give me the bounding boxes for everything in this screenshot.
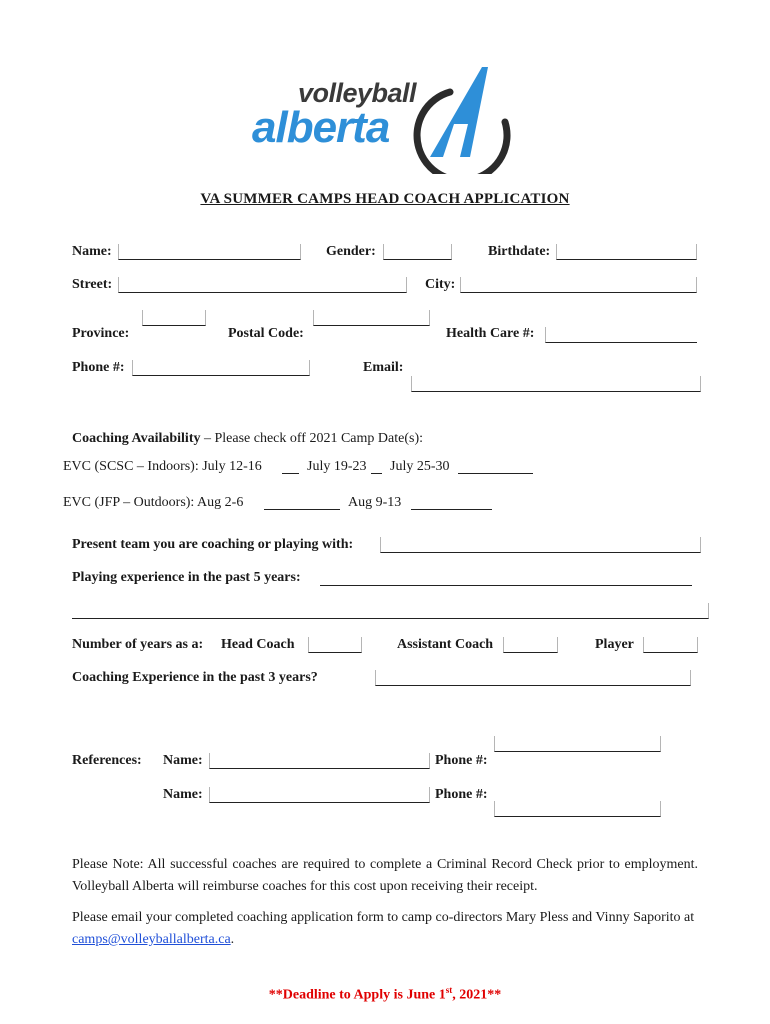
email-note-text: Please email your completed coaching application form to camp co-directors Mary Pless and Vinny Saporito at [72,910,695,925]
evc-indoor-july-12-16-check[interactable] [282,472,299,474]
name-label: Name: [72,244,112,259]
camps-email-link[interactable]: camps@volleyballalberta.ca [72,932,231,947]
province-label: Province: [72,326,130,341]
logo-text-alberta: alberta [252,103,390,152]
deadline-sup: st [445,985,453,995]
reference1-phone-field[interactable] [494,736,661,752]
playing-experience-field-2[interactable] [72,603,709,619]
playing-experience-label: Playing experience in the past 5 years: [72,570,301,585]
gender-field[interactable] [383,244,452,260]
logo-a-mark-icon [410,62,525,174]
deadline-notice [0,985,770,1004]
health-care-label: Health Care #: [446,326,535,341]
birthdate-label: Birthdate: [488,244,551,259]
head-coach-years-field[interactable] [308,637,362,653]
player-label: Player [595,637,634,652]
phone-label: Phone #: [72,360,125,375]
postal-code-label: Postal Code: [228,326,304,341]
email-field[interactable] [411,376,701,392]
evc-outdoor-aug-2-6: EVC (JFP – Outdoors): Aug 2-6 [63,495,244,510]
reference1-name-label: Name: [163,753,203,768]
birthdate-field[interactable] [556,244,697,260]
assistant-coach-years-field[interactable] [503,637,558,653]
assistant-coach-label: Assistant Coach [397,637,494,652]
evc-outdoor-aug-9-13: Aug 9-13 [348,495,402,510]
reference2-name-label: Name: [163,787,203,802]
deadline-suffix: , 2021** [452,987,502,1003]
present-team-label: Present team you are coaching or playing with: [72,537,354,552]
availability-heading-rest: – Please check off 2021 Camp Date(s): [200,431,423,446]
evc-indoor-july-25-30: July 25-30 [390,459,450,474]
playing-experience-field[interactable] [320,584,692,586]
postal-code-field[interactable] [313,310,430,326]
name-field[interactable] [118,244,301,260]
reference2-phone-label: Phone #: [435,787,488,802]
availability-heading-bold: Coaching Availability [72,431,201,446]
reference1-phone-label: Phone #: [435,753,488,768]
player-years-field[interactable] [643,637,698,653]
head-coach-label: Head Coach [221,637,295,652]
references-label: References: [72,753,142,768]
reference2-name-field[interactable] [209,787,430,803]
city-label: City: [425,277,456,292]
phone-field[interactable] [132,360,310,376]
street-field[interactable] [118,277,407,293]
reference2-phone-field[interactable] [494,801,661,817]
gender-label: Gender: [326,244,376,259]
health-care-field[interactable] [545,327,697,343]
evc-outdoor-aug-2-6-check[interactable] [264,508,340,510]
evc-indoor-july-12-16: EVC (SCSC – Indoors): July 12-16 [63,459,262,474]
email-note [72,907,698,951]
reference1-name-field[interactable] [209,753,430,769]
logo-text-volleyball: volleyball [298,78,417,108]
evc-indoor-july-25-30-check[interactable] [458,472,533,474]
form-title: VA SUMMER CAMPS HEAD COACH APPLICATION [200,191,570,207]
street-label: Street: [72,277,113,292]
availability-heading [72,431,423,447]
deadline-text: **Deadline to Apply is June 1 [268,987,446,1003]
criminal-record-note: Please Note: All successful coaches are required to complete a Criminal Record Check prior to employment. Volleyball Alberta will reimburse coaches for this cost upon receiving their receipt. [72,857,698,894]
evc-indoor-july-19-23: July 19-23 [307,459,367,474]
coaching-experience-label: Coaching Experience in the past 3 years? [72,670,318,685]
province-field[interactable] [142,310,206,326]
city-field[interactable] [460,277,697,293]
email-label: Email: [363,360,404,375]
coaching-experience-field[interactable] [375,670,691,686]
years-as-label: Number of years as a: [72,637,204,652]
present-team-field[interactable] [380,537,701,553]
email-note-suffix: . [230,932,235,947]
evc-outdoor-aug-9-13-check[interactable] [411,508,492,510]
evc-indoor-july-19-23-check[interactable] [371,472,382,474]
